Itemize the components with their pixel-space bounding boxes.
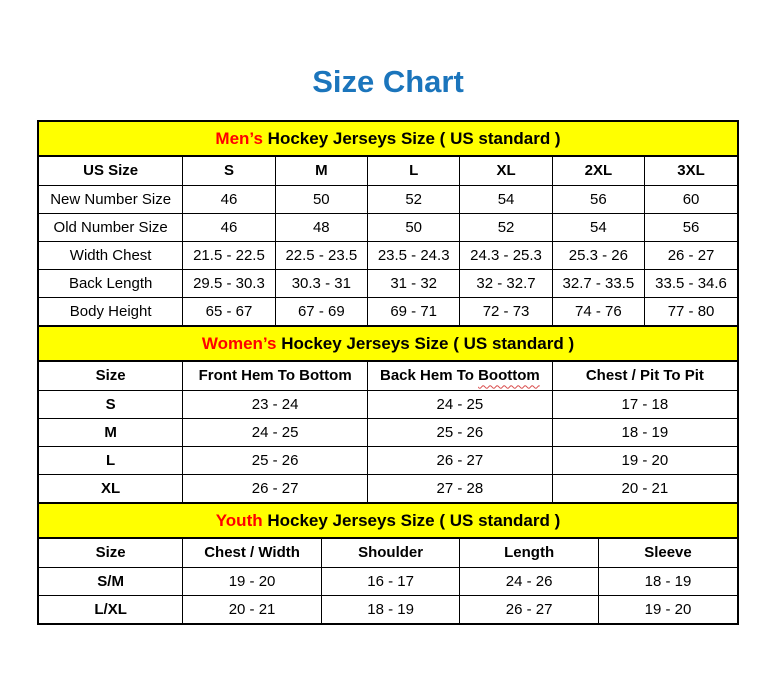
youth-section-header	[39, 502, 737, 539]
size-cell: 22.5 - 23.5	[275, 241, 367, 269]
size-cell: 26 - 27	[368, 446, 553, 474]
size-cell: 72 - 73	[460, 297, 552, 325]
size-cell: 21.5 - 22.5	[183, 241, 275, 269]
size-cell: 25 - 26	[183, 446, 368, 474]
size-cell: 24 - 25	[368, 390, 553, 418]
youth-section-highlight: Youth	[215, 510, 263, 530]
column-header: US Size	[39, 157, 183, 185]
table-header	[39, 157, 737, 185]
table-row	[39, 297, 737, 325]
mens-size-table	[39, 157, 737, 325]
size-cell: 32.7 - 33.5	[552, 269, 644, 297]
table-row	[39, 241, 737, 269]
size-cell: 19 - 20	[598, 595, 737, 623]
table-body	[39, 567, 737, 623]
size-cell: 25 - 26	[368, 418, 553, 446]
size-cell: 67 - 69	[275, 297, 367, 325]
column-header: 3XL	[645, 157, 737, 185]
column-header: M	[275, 157, 367, 185]
table-header	[39, 539, 737, 567]
size-cell: 24 - 25	[183, 418, 368, 446]
size-cell: 60	[645, 185, 737, 213]
row-label: L/XL	[39, 595, 183, 623]
size-cell: 23 - 24	[183, 390, 368, 418]
size-cell: 50	[275, 185, 367, 213]
table-body	[39, 390, 737, 502]
size-cell: 16 - 17	[321, 567, 460, 595]
size-cell: 27 - 28	[368, 474, 553, 502]
table-row	[39, 595, 737, 623]
size-cell: 19 - 20	[552, 446, 737, 474]
size-cell: 56	[645, 213, 737, 241]
column-header: Chest / Pit To Pit	[552, 362, 737, 390]
size-cell: 25.3 - 26	[552, 241, 644, 269]
table-body	[39, 185, 737, 325]
youth-size-table	[39, 539, 737, 623]
row-label: Back Length	[39, 269, 183, 297]
row-label: S/M	[39, 567, 183, 595]
size-cell: 26 - 27	[183, 474, 368, 502]
table-row	[39, 418, 737, 446]
column-header: L	[368, 157, 460, 185]
column-header: Size	[39, 362, 183, 390]
column-header: S	[183, 157, 275, 185]
size-cell: 52	[368, 185, 460, 213]
row-label: L	[39, 446, 183, 474]
womens-section-highlight: Women’s	[201, 333, 277, 353]
size-cell: 46	[183, 213, 275, 241]
column-header: Front Hem To Bottom	[183, 362, 368, 390]
header-row	[39, 362, 737, 390]
column-header: Chest / Width	[183, 539, 322, 567]
size-cell: 23.5 - 24.3	[368, 241, 460, 269]
size-cell: 74 - 76	[552, 297, 644, 325]
table-row	[39, 446, 737, 474]
row-label: M	[39, 418, 183, 446]
misspelled-word: Boottom	[478, 367, 540, 385]
size-cell: 24 - 26	[460, 567, 599, 595]
row-label: XL	[39, 474, 183, 502]
column-header: Size	[39, 539, 183, 567]
size-cell: 24.3 - 25.3	[460, 241, 552, 269]
mens-section-header	[39, 122, 737, 157]
size-cell: 20 - 21	[183, 595, 322, 623]
table-row	[39, 269, 737, 297]
row-label: Body Height	[39, 297, 183, 325]
row-label: New Number Size	[39, 185, 183, 213]
size-cell: 48	[275, 213, 367, 241]
size-cell: 46	[183, 185, 275, 213]
size-cell: 20 - 21	[552, 474, 737, 502]
mens-section-highlight: Men’s	[215, 128, 263, 148]
column-header: XL	[460, 157, 552, 185]
table-header	[39, 362, 737, 390]
column-header: 2XL	[552, 157, 644, 185]
size-cell: 29.5 - 30.3	[183, 269, 275, 297]
size-cell: 26 - 27	[460, 595, 599, 623]
size-cell: 52	[460, 213, 552, 241]
table-row	[39, 390, 737, 418]
table-row	[39, 185, 737, 213]
table-row	[39, 474, 737, 502]
mens-section-title: Hockey Jerseys Size ( US standard )	[262, 128, 561, 148]
womens-section-header	[39, 325, 737, 362]
size-chart	[37, 120, 739, 625]
size-cell: 17 - 18	[552, 390, 737, 418]
size-cell: 18 - 19	[321, 595, 460, 623]
size-cell: 31 - 32	[368, 269, 460, 297]
table-row	[39, 567, 737, 595]
size-cell: 19 - 20	[183, 567, 322, 595]
size-cell: 32 - 32.7	[460, 269, 552, 297]
row-label: S	[39, 390, 183, 418]
page-title: Size Chart	[312, 64, 464, 99]
row-label: Old Number Size	[39, 213, 183, 241]
column-header: Sleeve	[598, 539, 737, 567]
womens-size-table	[39, 362, 737, 502]
header-row	[39, 157, 737, 185]
size-cell: 50	[368, 213, 460, 241]
size-cell: 18 - 19	[598, 567, 737, 595]
size-cell: 65 - 67	[183, 297, 275, 325]
size-cell: 18 - 19	[552, 418, 737, 446]
size-cell: 33.5 - 34.6	[645, 269, 737, 297]
table-row	[39, 213, 737, 241]
size-cell: 30.3 - 31	[275, 269, 367, 297]
size-cell: 56	[552, 185, 644, 213]
womens-section-title: Hockey Jerseys Size ( US standard )	[276, 333, 575, 353]
column-header: Back Hem To Boottom	[368, 362, 553, 390]
youth-section-title: Hockey Jerseys Size ( US standard )	[262, 510, 561, 530]
size-cell: 54	[460, 185, 552, 213]
header-row	[39, 539, 737, 567]
column-header: Length	[460, 539, 599, 567]
size-cell: 54	[552, 213, 644, 241]
row-label: Width Chest	[39, 241, 183, 269]
size-cell: 77 - 80	[645, 297, 737, 325]
size-cell: 69 - 71	[368, 297, 460, 325]
column-header: Shoulder	[321, 539, 460, 567]
size-cell: 26 - 27	[645, 241, 737, 269]
